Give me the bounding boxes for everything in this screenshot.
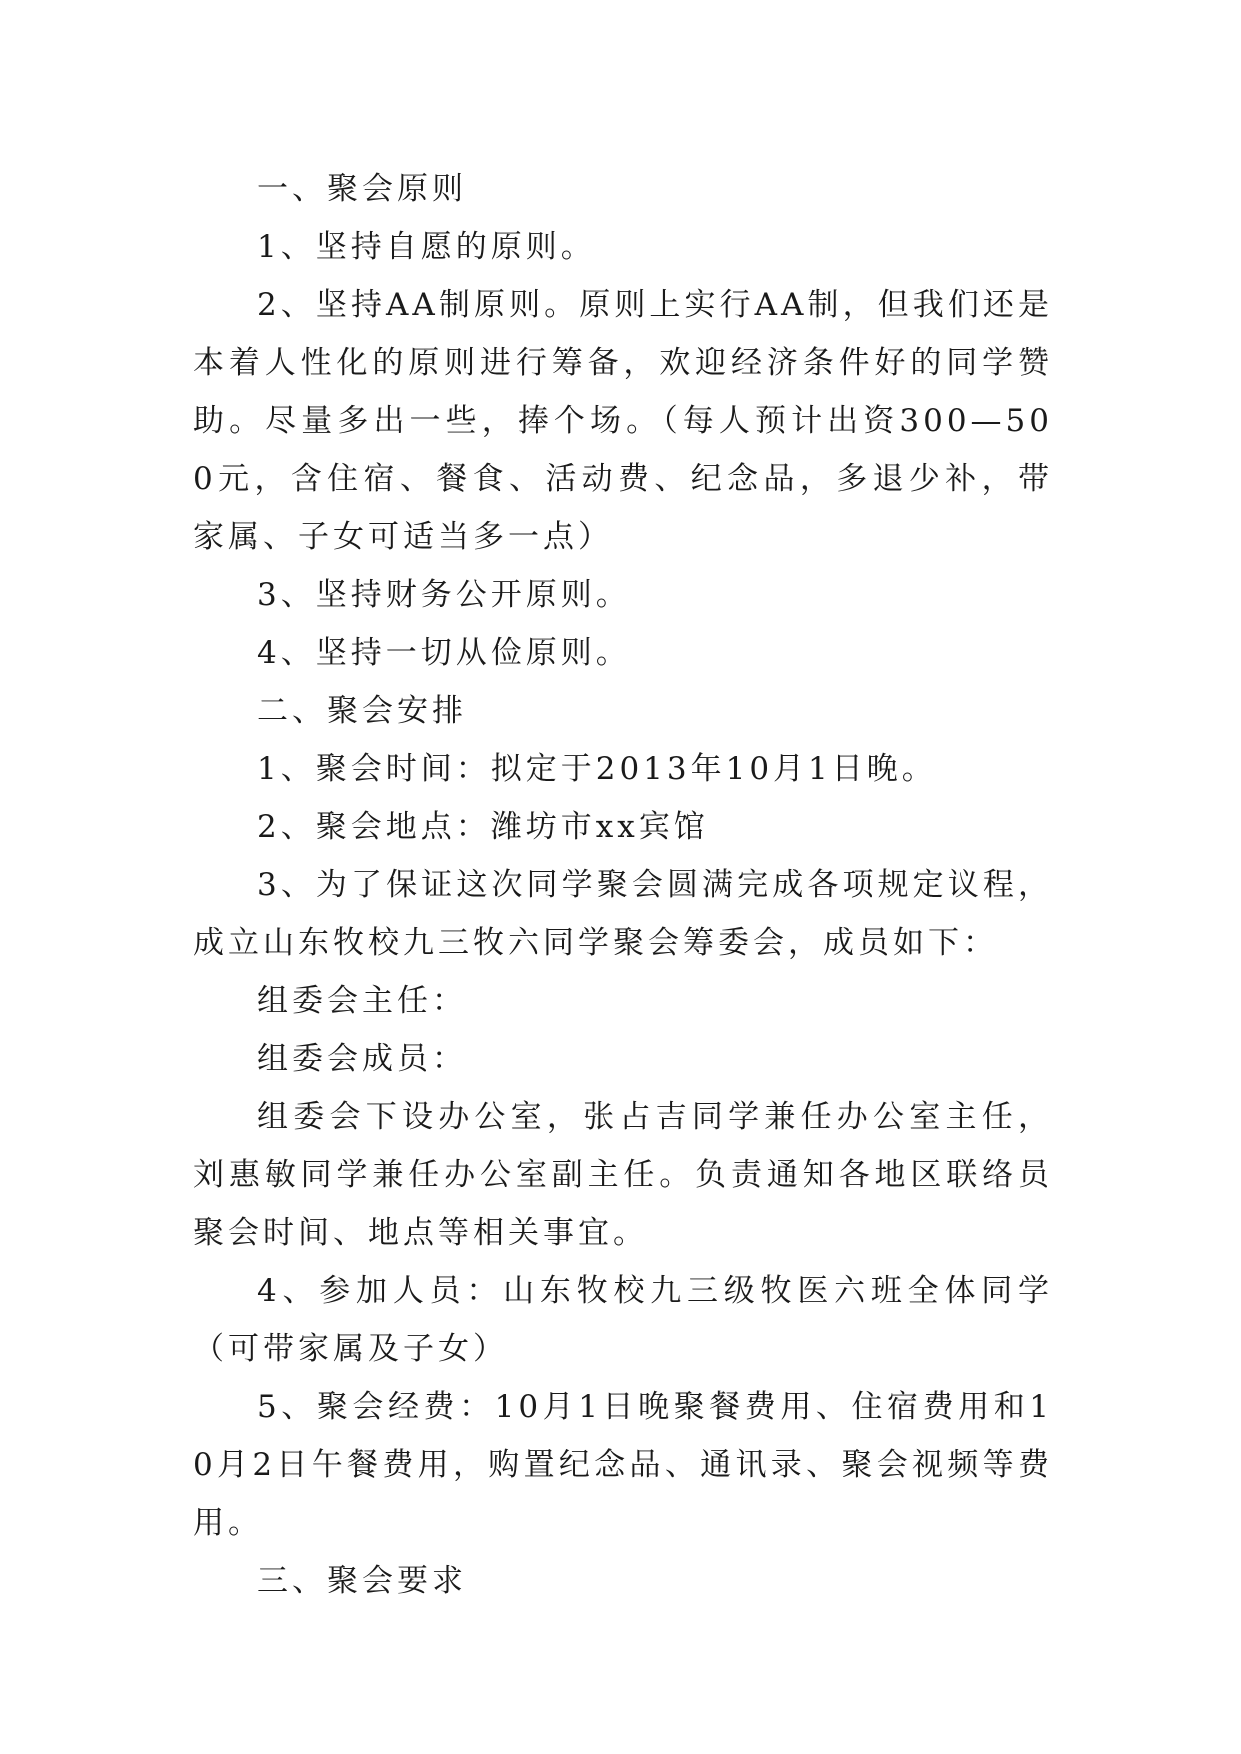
principle-voluntary: 1、坚持自愿的原则。 xyxy=(257,229,596,265)
committee-director: 组委会主任： xyxy=(257,983,467,1019)
arrangement-funding: 5、聚会经费：10月1日晚聚餐费用、住宿费用和10月2日午餐费用，购置纪念品、通讯录、聚会视频等费用。 xyxy=(193,1389,1053,1541)
document-body xyxy=(193,160,1053,1610)
committee-office: 组委会下设办公室，张占吉同学兼任办公室主任，刘惠敏同学兼任办公室副主任。负责通知各地区联络员聚会时间、地点等相关事宜。 xyxy=(193,1099,1053,1251)
arrangement-committee: 3、为了保证这次同学聚会圆满完成各项规定议程，成立山东牧校九三牧六同学聚会筹委会，成员如下： xyxy=(193,867,1053,961)
section-heading-requirements: 三、聚会要求 xyxy=(257,1563,467,1599)
arrangement-time: 1、聚会时间：拟定于2013年10月1日晚。 xyxy=(257,751,937,787)
arrangement-location: 2、聚会地点：潍坊市xx宾馆 xyxy=(257,809,709,845)
section-heading-principles: 一、聚会原则 xyxy=(257,171,467,207)
committee-members: 组委会成员： xyxy=(257,1041,467,1077)
section-heading-arrangements: 二、聚会安排 xyxy=(257,693,467,729)
arrangement-participants: 4、参加人员：山东牧校九三级牧医六班全体同学（可带家属及子女） xyxy=(193,1273,1053,1367)
principle-aa: 2、坚持AA制原则。原则上实行AA制，但我们还是本着人性化的原则进行筹备，欢迎经济条件好的同学赞助。尽量多出一些，捧个场。（每人预计出资300—500元，含住宿、餐食、活动费、纪念品，多退少补，带家属、子女可适当多一点） xyxy=(193,287,1053,555)
principle-financial-transparency: 3、坚持财务公开原则。 xyxy=(257,577,631,613)
principle-frugality: 4、坚持一切从俭原则。 xyxy=(257,635,631,671)
